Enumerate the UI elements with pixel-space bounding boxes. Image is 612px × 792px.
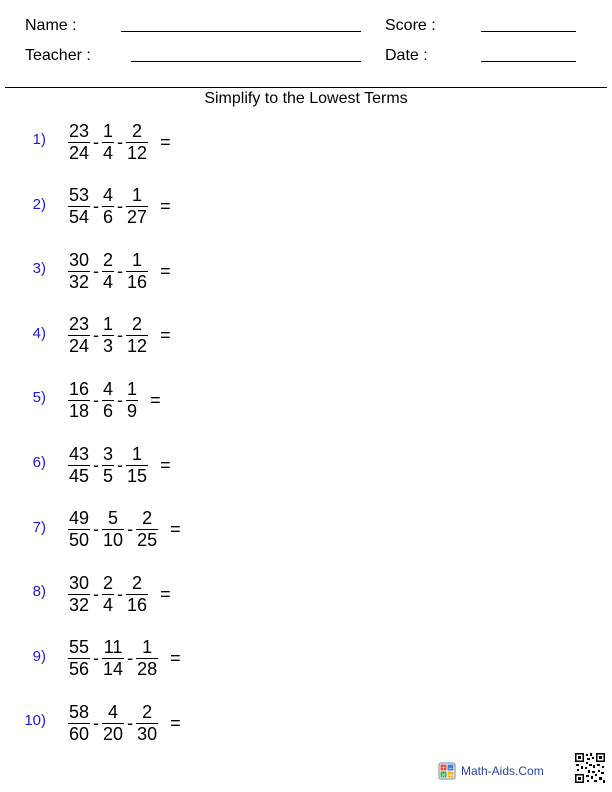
numerator: 1	[103, 314, 114, 335]
fraction	[102, 121, 114, 164]
problem-number: 2)	[32, 195, 46, 213]
denominator: 5	[103, 465, 114, 486]
problem-number: 7)	[32, 518, 46, 536]
fraction	[68, 314, 90, 357]
problem-row	[0, 569, 300, 619]
numerator: 2	[132, 314, 143, 335]
problem-number: 10)	[24, 712, 46, 730]
minus-operator: -	[117, 131, 124, 152]
problem-row	[0, 634, 300, 684]
equals-sign: =	[160, 583, 171, 604]
problem-row	[0, 117, 300, 167]
fraction	[126, 379, 138, 422]
numerator: 2	[132, 120, 143, 141]
denominator: 54	[69, 207, 90, 228]
numerator: 16	[69, 378, 90, 399]
fraction	[102, 508, 124, 551]
minus-operator: -	[117, 325, 124, 346]
problem-expression	[68, 117, 171, 167]
minus-operator: -	[117, 454, 124, 475]
fraction	[102, 250, 114, 293]
fraction	[68, 637, 90, 680]
denominator: 4	[103, 594, 114, 615]
equals-sign: =	[160, 196, 171, 217]
problem-expression	[68, 182, 171, 232]
minus-operator: -	[93, 454, 100, 475]
denominator: 56	[69, 659, 90, 680]
denominator: 15	[127, 465, 148, 486]
equals-sign: =	[150, 389, 161, 410]
numerator: 4	[103, 185, 114, 206]
fraction	[126, 250, 148, 293]
denominator: 32	[69, 594, 90, 615]
problem-row	[0, 182, 300, 232]
problem-expression	[68, 375, 161, 425]
denominator: 9	[127, 400, 138, 421]
equals-sign: =	[170, 519, 181, 540]
denominator: 12	[127, 336, 148, 357]
minus-operator: -	[93, 648, 100, 669]
minus-operator: -	[117, 260, 124, 281]
numerator: 11	[103, 637, 123, 658]
fraction	[102, 379, 114, 422]
problem-row	[0, 311, 300, 361]
date-label: Date :	[385, 47, 428, 64]
denominator: 4	[103, 142, 114, 163]
fraction	[102, 702, 124, 745]
equals-sign: =	[170, 648, 181, 669]
denominator: 18	[69, 400, 90, 421]
minus-operator: -	[93, 389, 100, 410]
fraction	[102, 314, 114, 357]
minus-operator: -	[127, 519, 134, 540]
problem-row	[0, 375, 300, 425]
denominator: 32	[69, 271, 90, 292]
denominator: 4	[103, 271, 114, 292]
fraction	[68, 508, 90, 551]
numerator: 2	[142, 508, 153, 529]
fraction	[102, 185, 114, 228]
numerator: 30	[69, 572, 90, 593]
fraction	[126, 573, 148, 616]
numerator: 2	[132, 572, 143, 593]
footer-brand	[438, 762, 544, 780]
problem-expression	[68, 569, 171, 619]
denominator: 14	[103, 659, 124, 680]
denominator: 6	[103, 207, 114, 228]
problem-expression	[68, 698, 181, 748]
worksheet-title: Simplify to the Lowest Terms	[204, 90, 408, 107]
problem-number: 6)	[32, 454, 46, 471]
numerator: 23	[69, 120, 90, 141]
fraction	[68, 121, 90, 164]
minus-operator: -	[117, 389, 124, 410]
fraction	[68, 702, 90, 745]
problem-expression	[68, 634, 181, 684]
minus-operator: -	[93, 260, 100, 281]
numerator: 1	[127, 378, 138, 399]
minus-operator: -	[93, 196, 100, 217]
problem-expression	[68, 505, 181, 555]
problem-number: 9)	[32, 647, 46, 665]
problem-row	[0, 440, 300, 490]
equals-sign: =	[160, 131, 171, 152]
denominator: 30	[137, 723, 158, 744]
denominator: 24	[69, 336, 90, 357]
denominator: 3	[103, 336, 114, 357]
numerator: 1	[132, 185, 143, 206]
fraction	[68, 444, 90, 487]
fraction	[68, 379, 90, 422]
minus-operator: -	[127, 648, 134, 669]
problem-expression	[68, 311, 171, 361]
fraction	[126, 121, 148, 164]
denominator: 12	[127, 142, 148, 163]
numerator: 2	[103, 572, 114, 593]
denominator: 25	[137, 530, 158, 551]
fraction	[126, 314, 148, 357]
numerator: 4	[103, 378, 114, 399]
minus-operator: -	[127, 712, 134, 733]
name-label: Name :	[25, 17, 77, 34]
svg-text:−: −	[447, 764, 454, 772]
minus-operator: -	[117, 196, 124, 217]
score-field[interactable]	[481, 31, 576, 32]
teacher-label: Teacher :	[25, 47, 91, 64]
denominator: 45	[69, 465, 90, 486]
numerator: 30	[69, 249, 90, 270]
fraction	[126, 444, 148, 487]
denominator: 20	[103, 723, 124, 744]
numerator: 53	[69, 185, 90, 206]
denominator: 10	[103, 530, 124, 551]
equals-sign: =	[160, 325, 171, 346]
numerator: 3	[103, 443, 114, 464]
minus-operator: -	[117, 583, 124, 604]
header-divider	[5, 87, 607, 88]
numerator: 1	[132, 249, 143, 270]
numerator: 1	[142, 637, 153, 658]
brand-text[interactable]: Math-Aids.Com	[461, 764, 544, 778]
problem-number: 5)	[32, 389, 46, 407]
denominator: 6	[103, 400, 114, 421]
denominator: 27	[127, 207, 148, 228]
problem-number: 4)	[32, 324, 46, 342]
fraction	[68, 250, 90, 293]
fraction	[136, 508, 158, 551]
numerator: 1	[103, 120, 114, 141]
fraction	[102, 573, 114, 616]
problem-expression	[68, 246, 171, 296]
svg-text:+: +	[440, 764, 447, 772]
numerator: 1	[132, 443, 143, 464]
svg-text:=: =	[447, 771, 454, 779]
denominator: 50	[69, 530, 90, 551]
problem-row	[0, 246, 300, 296]
calculator-icon	[438, 762, 456, 780]
problem-number: 8)	[32, 583, 46, 601]
denominator: 28	[137, 659, 158, 680]
name-field[interactable]	[121, 31, 361, 32]
equals-sign: =	[170, 712, 181, 733]
fraction	[102, 637, 124, 680]
numerator: 58	[69, 701, 90, 722]
fraction	[126, 185, 148, 228]
denominator: 60	[69, 723, 90, 744]
numerator: 5	[108, 508, 119, 529]
minus-operator: -	[93, 131, 100, 152]
minus-operator: -	[93, 519, 100, 540]
denominator: 16	[127, 594, 148, 615]
numerator: 49	[69, 508, 90, 529]
minus-operator: -	[93, 583, 100, 604]
fraction	[102, 444, 114, 487]
score-label: Score :	[385, 17, 436, 34]
problem-number: 1)	[32, 131, 46, 148]
teacher-field[interactable]	[131, 61, 361, 62]
numerator: 2	[142, 701, 153, 722]
qr-code-icon	[574, 752, 606, 784]
fraction	[68, 573, 90, 616]
minus-operator: -	[93, 325, 100, 346]
problem-row	[0, 505, 300, 555]
numerator: 2	[103, 249, 114, 270]
fraction	[136, 637, 158, 680]
problem-expression	[68, 440, 171, 490]
denominator: 16	[127, 271, 148, 292]
fraction	[136, 702, 158, 745]
equals-sign: =	[160, 260, 171, 281]
numerator: 43	[69, 443, 90, 464]
equals-sign: =	[160, 454, 171, 475]
minus-operator: -	[93, 712, 100, 733]
numerator: 55	[69, 637, 90, 658]
numerator: 23	[69, 314, 90, 335]
numerator: 4	[108, 701, 119, 722]
svg-text:×: ×	[440, 771, 447, 779]
fraction	[68, 185, 90, 228]
problem-number: 3)	[32, 260, 46, 278]
denominator: 24	[69, 142, 90, 163]
date-field[interactable]	[481, 61, 576, 62]
problem-row	[0, 698, 300, 748]
